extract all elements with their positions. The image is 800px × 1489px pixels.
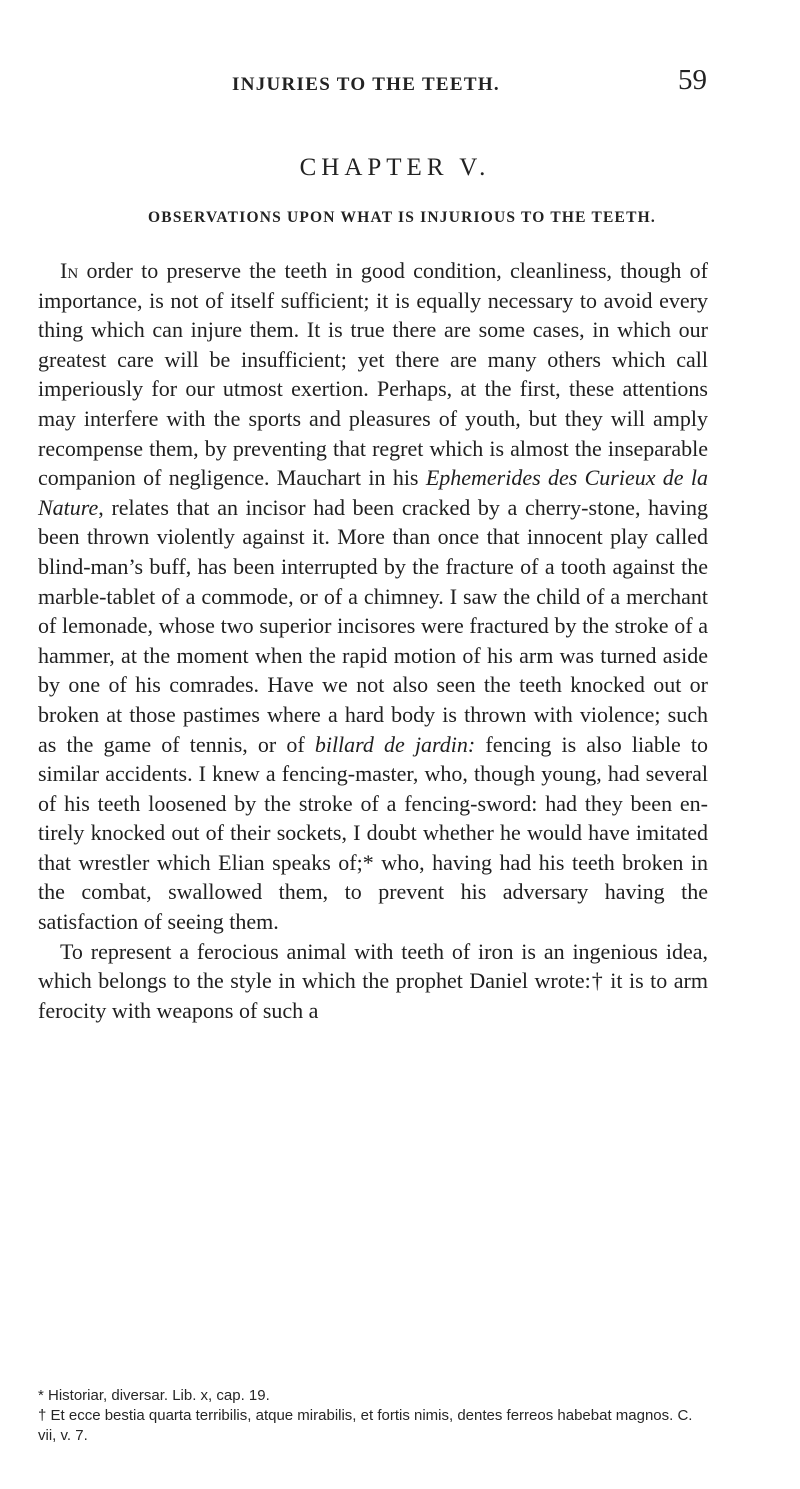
paragraph-1-text-b: , relates that an incisor had been cracked by a cherry-stone, having been thrown violently against it. More than once that innocent play called blind-man’s buff, has been interrupted by the fracture of a tooth against the marble-tablet of a commode, or of a chimney. I saw the child of a merchant of lemonade, whose two superior incisores were fractured by the stroke of a hammer, at the moment when the rapid motion of his arm was turned aside by one of his comrades. Have we not also seen the teeth knocked out or broken at those pastimes where a hard body is thrown with violence; such as the game of tennis, or of	[38, 494, 708, 757]
chapter-subtitle: OBSERVATIONS UPON WHAT IS INJURIOUS TO THE TEETH.	[148, 209, 656, 226]
page-number: 59	[678, 64, 707, 96]
running-head: INJURIES TO THE TEETH.	[232, 74, 500, 95]
chapter-title: CHAPTER V.	[299, 154, 491, 181]
footnote-2: † Et ecce bestia quarta terribilis, atque mirabilis, et fortis nimis, dentes ferreos habebat magnos. C. vii, v. 7.	[38, 1407, 693, 1444]
paragraph-opening-word: In	[60, 258, 79, 283]
paragraph-1-text-c: fencing is also liable to similar accidents. I knew a fencing-master, who, though young, had several of his teeth loosened by the stroke of a fencing-sword: had they been entirely knocked out of their sockets, I doubt whether he would have imitated that wrestler which Elian speaks of;* who, having had his teeth broken in the combat, swallowed them, to prevent his adversary having the satisfaction of seeing them.	[38, 731, 708, 935]
book-title-citation: Ephemerides des Curieux de la Nature	[38, 465, 708, 520]
paragraph-1-text-a: order to preserve the teeth in good condition, cleanliness, though of importance, is not of itself sufficient; it is equally necessary to avoid every thing which can injure them. It is true there are some cases, in which our greatest care will be insufficient; yet there are many others which call imperiously for our utmost exertion. Perhaps, at the first, these attentions may interfere with the sports and pleasures of youth, but they will amply recompense them, by preventing that regret which is almost the inseparable companion of negligence. Mauchart in his	[38, 258, 708, 491]
foreign-term: billard de jardin:	[314, 731, 476, 757]
body-text	[38, 256, 708, 1025]
paragraph-2: To represent a ferocious animal with teeth of iron is an ingenious idea, which belongs to the style in which the prophet Daniel wrote:† it is to arm ferocity with weapons of such a	[38, 938, 708, 1023]
footnote-1: * Historiar, diversar. Lib. x, cap. 19.	[38, 1387, 270, 1404]
paragraph-1	[38, 256, 708, 937]
footnotes	[38, 1386, 708, 1446]
